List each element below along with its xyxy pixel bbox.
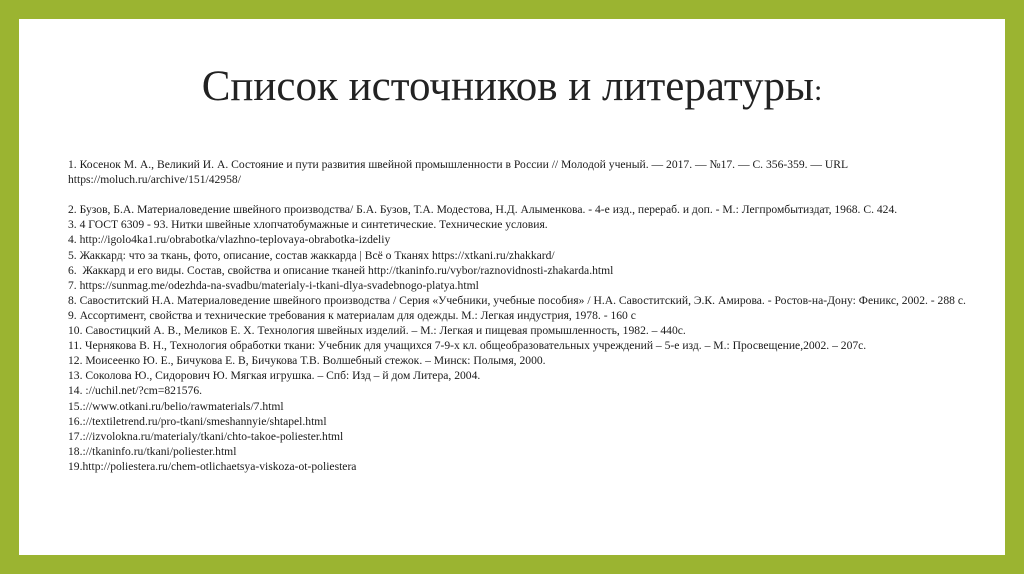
reference-item: 4. http://igolo4ka1.ru/obrabotka/vlazhno-teplovaya-obrabotka-izdeliy bbox=[68, 233, 391, 247]
reference-item: 1. Косенок М. А., Великий И. А. Состояние и пути развития швейной промышленности в России // Молодой ученый. — 2017. — №17. — С. 356-359. — URL https://moluch.ru/archive/151/42958/ bbox=[68, 158, 851, 187]
reference-item: 18.://tkaninfo.ru/tkani/poliester.html bbox=[68, 444, 237, 458]
reference-item: 11. Чернякова В. Н., Технология обработки ткани: Учебник для учащихся 7-9-х кл. общеобразовательных учреждений – 5-е изд. – М.: Просвещение,2002. – 207с. bbox=[68, 339, 867, 353]
reference-item: 5. Жаккард: что за ткань, фото, описание, состав жаккарда | Всё о Тканях https://xtkani.ru/zhakkard/ bbox=[68, 248, 555, 262]
reference-item: 10. Савостицкий А. В., Меликов Е. Х. Технология швейных изделий. – М.: Легкая и пищевая промышленность, 1982. – 440с. bbox=[68, 324, 686, 338]
reference-item: 13. Соколова Ю., Сидорович Ю. Мягкая игрушка. – Спб: Изд – й дом Литера, 2004. bbox=[68, 369, 481, 383]
reference-list bbox=[68, 157, 968, 474]
reference-item: 16.://textiletrend.ru/pro-tkani/smeshannyie/shtapel.html bbox=[68, 414, 327, 428]
title-text: Список источников и литературы bbox=[201, 63, 814, 110]
reference-item: 12. Моисеенко Ю. Е., Бичукова Е. В, Бичукова Т.В. Волшебный стежок. – Минск: Полымя, 2000. bbox=[68, 354, 546, 368]
reference-item: 19.http://poliestera.ru/chem-otlichaetsya-viskoza-ot-poliestera bbox=[68, 459, 357, 473]
reference-item: 7. https://sunmag.me/odezhda-na-svadbu/materialy-i-tkani-dlya-svadebnogo-platya.html bbox=[68, 278, 479, 292]
reference-item: 3. 4 ГОСТ 6309 - 93. Нитки швейные хлопчатобумажные и синтетические. Технические условия. bbox=[68, 218, 548, 232]
reference-item: 14. ://uchil.net/?cm=821576. bbox=[68, 384, 203, 398]
reference-item: 6. Жаккард и его виды. Состав, свойства и описание тканей http://tkaninfo.ru/vybor/raznovidnosti-zhakarda.html bbox=[68, 263, 614, 277]
reference-item: 17.://izvolokna.ru/materialy/tkani/chto-takoe-poliester.html bbox=[68, 429, 344, 443]
reference-item: 2. Бузов, Б.А. Материаловедение швейного производства/ Б.А. Бузов, Т.А. Модестова, Н.Д. Алыменкова. - 4-е изд., перераб. и доп. - М.: Легпромбытиздат, 1968. С. 424. bbox=[68, 203, 898, 217]
title-colon: : bbox=[813, 74, 823, 107]
reference-item: 15.://www.otkani.ru/belio/rawmaterials/7.html bbox=[68, 399, 284, 413]
reference-item: 9. Ассортимент, свойства и технические требования к материалам для одежды. М.: Легкая индустрия, 1978. - 160 с bbox=[68, 308, 636, 322]
slide bbox=[19, 19, 1005, 555]
reference-item: 8. Савоститский Н.А. Материаловедение швейного производства / Серия «Учебники, учебные пособия» / Н.А. Савоститский, Э.К. Амирова. - Ростов-на-Дону: Феникс, 2002. - 288 с. bbox=[68, 293, 966, 307]
slide-title bbox=[19, 61, 1005, 117]
